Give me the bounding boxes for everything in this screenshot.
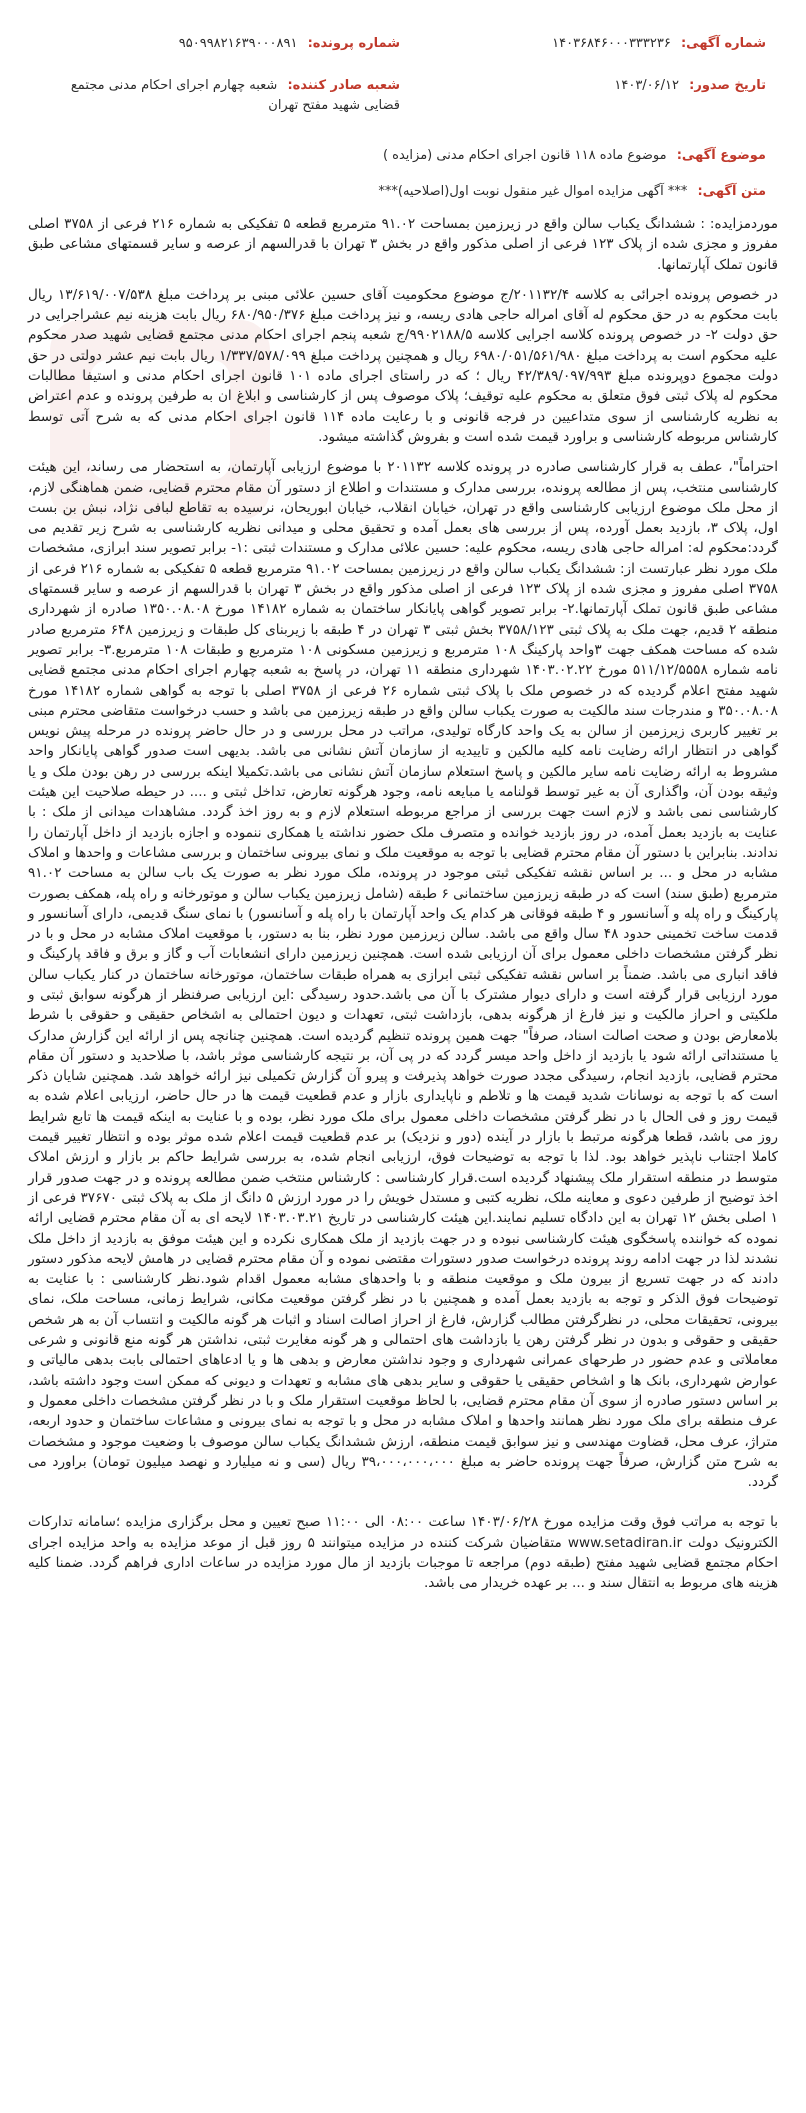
- issuer-label: شعبه صادر کننده:: [287, 78, 400, 93]
- issue-date-label: تاریخ صدور:: [689, 78, 766, 93]
- body-paragraph-auction-details: با توجه به مراتب فوق وقت مزایده مورخ ۱۴۰۳/۰۶/۲۸ ساعت ۰۸:۰۰ الی ۱۱:۰۰ صبح تعیین و محل برگزاری مزایده ؛سامانه تدارکات الکترونیک دولت www.setadiran.ir متقاضیان شرکت کننده در مزایده میتوانند ۵ روز قبل از موعد مزایده به واحد مزایده اجرای احکام مجتمع قضایی شهید مفتح (طبقه دوم) مراجعه تا موجبات بازدید از مال مورد مزایده در ساعات اداری فراهم گردد. ضمنا کلیه هزینه های مربوط به انتقال سند و ... بر عهده خریدار می باشد.: [28, 1514, 779, 1592]
- issue-date-value: ۱۴۰۳/۰۶/۱۲: [614, 78, 679, 93]
- body-paragraph-case: در خصوص پرونده اجرائی به کلاسه ۲۰۱۱۳۲/۴/ج موضوع محکومیت آقای حسین علائی مبنی بر پرداخت مبلغ ۱۳/۶۱۹/۰۰۷/۵۳۸ ریال بابت محکوم به در حق محکوم له آقای امراله حاجی هادی ریسه، و نیز پرداخت مبلغ ۶۸۰/۹۵۰/۳۷۶ ریال بابت هزینه نیم عشراجرایی در حق دولت ۲- در خصوص پرونده کلاسه اجرایی کلاسه ۹۹۰۲۱۸۸/۵/ج شعبه پنجم اجرای احکام مدنی مجتمع قضایی شهید صدر محکوم علیه محکوم است به پرداخت مبلغ ۶۹۸۰/۰۵۱/۵۶۱/۹۸۰ ریال و همچنین پرداخت مبلغ ۱/۳۳۷/۵۷۸/۰۹۹ ریال بابت نیم عشر دولتی در حق دولت مجموع دوپرونده مبلغ ۴۲/۳۸۹/۰۹۷/۹۹۳ ریال ؛ که در راستای اجرای ماده ۱۰۱ قانون اجرای احکام مدنی و استیفا مطالبات محکوم له پلاک ثبتی فوق متعلق به محکوم علیه توقیف؛ پلاک موصوف پس از کارشناسی و ابلاغ ان به طرفین پرونده و عدم اعتراض به نظریه کارشناسی از سوی متداعیین در فرجه قانونی و با رعایت ماده ۱۱۴ قانون اجرای احکام مدنی که به شرح آتی توسط کارشناس مربوطه کارشناسی و براورد قیمت شده است و بفروش گذاشته میشود.: [28, 286, 779, 445]
- case-number-label: شماره پرونده:: [307, 36, 400, 51]
- text-title-label: متن آگهی:: [697, 184, 766, 199]
- body-paragraph-subject: موردمزایده: : ششدانگ یکباب سالن واقع در زیرزمین بمساحت ۹۱.۰۲ مترمربع قطعه ۵ تفکیکی به شماره ۲۱۶ فرعی از ۳۷۵۸ اصلی مفروز و مجزی شده از پلاک ۱۲۳ فرعی از اصلی مذکور واقع در بخش ۳ تهران با قدرالسهم از عرصه و سایر قسمتهای مشاعی طبق قانون تملک آپارتمانها.: [28, 216, 778, 273]
- ad-number-label: شماره آگهی:: [680, 36, 766, 51]
- ad-body: [28, 214, 778, 1604]
- subject-value: موضوع ماده ۱۱۸ قانون اجرای احکام مدنی (مزایده ): [382, 148, 667, 163]
- header-row-date-issuer: [40, 76, 766, 118]
- text-title-value: *** آگهی مزایده اموال غیر منقول نوبت اول(اصلاحیه)***: [378, 184, 688, 199]
- issuer-value: شعبه چهارم اجرای احکام مدنی مجتمع قضایی شهید مفتح تهران: [70, 78, 400, 113]
- ad-text-title: [40, 182, 766, 202]
- case-number-value: ۹۵۰۹۹۸۲۱۶۳۹۰۰۰۸۹۱: [178, 36, 298, 51]
- case-number: [40, 34, 400, 54]
- header-row-numbers: [40, 34, 766, 56]
- ad-number: [406, 34, 766, 54]
- subject-label: موضوع آگهی:: [676, 148, 766, 163]
- issue-date: [406, 76, 766, 96]
- body-paragraph-expert-report: احتراماً"، عطف به قرار کارشناسی صادره در پرونده کلاسه ۲۰۱۱۳۲ با موضوع ارزیابی آپارتمان، به استحضار می رساند، این هیئت کارشناسی منتخب، پس از مطالعه پرونده، بررسی مدارک و مستندات و اطلاع از دستور آن مقام محترم قضایی، ضمن هماهنگی لازم، از محل ملک موضوع ارزیابی کارشناسی واقع در تهران، خیابان انقلاب، خیابان ابوریحان، نرسیده به تقاطع لبافی نژاد، نبش بن بست اول، پلاک ۳، بازدید بعمل آورده، پس از بررسی های بعمل آمده و تحقیق محلی و میدانی نظریه کارشناسی به شرح زیر تقدیم می گردد:محکوم له: امراله حاجی هادی ریسه، محکوم علیه: حسین علائی مدارک و مستندات ثبتی :۱- برابر تصویر سند ابرازی، مشخصات ملک مورد نظر عبارتست از: ششدانگ یکباب سالن واقع در زیرزمین بمساحت ۹۱.۰۲ مترمربع قطعه ۵ تفکیکی به شماره ۲۱۶ فرعی از ۳۷۵۸ اصلی مفروز و مجزی شده از پلاک ۱۲۳ فرعی از اصلی مذکور واقع در بخش ۳ تهران با قدرالسهم از عرصه و سایر قسمتهای مشاعی طبق قانون تملک آپارتمانها.۲- برابر تصویر گواهی پایانکار ساختمان به شماره ۱۴۱۸۲ مورخ ۱۳۵۰.۰۸.۰۸ صادره از شهرداری منطقه ۲ قدیم، جهت ملک به پلاک ثبتی ۳۷۵۸/۱۲۳ بخش ثبتی ۳ تهران در ۴ طبقه با زیربنای کل طبقات و زیرزمین ۶۴۸ مترمربع صادر شده که مساحت همکف جهت ۳واحد پارکینگ ۱۰۸ مترمربع و زیرزمین مسکونی ۱۰۸ مترمربع و طبقات ۱۰۸ مترمربع.۳- برابر تصویر نامه شماره ۵۱۱/۱۲/۵۵۵۸ مورخ ۱۴۰۳.۰۲.۲۲ شهرداری منطقه ۱۱ تهران، در پاسخ به شعبه چهارم اجرای احکام مدنی مجتمع قضایی شهید مفتح اعلام گردیده که در خصوص ملک با پلاک ثبتی شماره ۲۶ فرعی از ۳۷۵۸ اصلی با توجه به گواهی شماره ۱۴۱۸۲ مورخ ۳۵۰.۰۸.۰۸ و مندرجات سند مالکیت به صورت یکباب سالن واقع در طبقه زیرزمین می باشد و حسب درخواست متقاضی محترم مبنی بر تغییر کاربری زیرزمین از سالن به یک واحد کارگاه تولیدی، مراتب در محل بررسی و در حال حاضر پرونده در مرحله پیش نویس گواهی در انتظار ارائه رضایت نامه کلیه مالکین و تاییدیه از سازمان آتش نشانی می باشد. بدیهی است صدور گواهی پایانکار واحد مشروط به ارائه رضایت نامه سایر مالکین و پاسخ استعلام سازمان آتش نشانی می باشد.تکمیلا اینکه بررسی در رهن بودن ملک و یا وثیقه بودن آن، واگذاری آن به غیر توسط قولنامه یا مبایعه نامه، وجود هرگونه تعارض، تداخل ثبتی و .... در حیطه صلاحیت این هیئت کارشناسی نمی باشد و لازم است جهت بررسی از مراجع مربوطه استعلام لازم و به روز اخذ گردد. مشاهدات میدانی از ملک : با عنایت به بازدید بعمل آمده، در روز بازدید خوانده و متصرف ملک حضور نداشته یا همکاری ننموده و اجازه بازدید از داخل آپارتمان را ندادند. بنابراین با دستور آن مقام محترم قضایی با توجه به موقعیت ملک و نمای بیرونی ساختمان و بررسی مشاعات و واحدها و املاک مشابه در محل و ... بر اساس نقشه تفکیکی ثبتی موجود در پرونده، ملک مورد نظر به صورت یک باب سالن به مساحت ۹۱.۰۲ مترمربع (طبق سند) است که در طبقه زیرزمین ساختمانی ۶ طبقه (شامل زیرزمین یکباب سالن و موتورخانه و راه پله، همکف بصورت پارکینگ و راه پله و آسانسور و ۴ طبقه فوقانی هر کدام یک واحد آپارتمان با راه پله و آسانسور) با نمای سنگ قدیمی، دارای آسانسور و قدمت ساخت تخمینی حدود ۴۸ سال واقع می باشد. سالن زیرزمین مورد نظر، بنا به دستور، با موقعیت املاک مشابه در محل و با در نظر گرفتن مشخصات داخلی معمول برای آن ارزیابی شده است. همچنین زیرزمین دارای انشعابات آب و گاز و برق و فاقد پارکینگ و فاقد انباری می باشد. ضمناً بر اساس نقشه تفکیکی ثبتی ابرازی به همراه طبقات ساختمان، موتورخانه ساختمان در کنار یکباب سالن مورد ارزیابی قرار گرفته است و دارای دیوار مشترک با آن می باشد.حدود رسیدگی :این ارزیابی صرفنظر از هرگونه سوابق ثبتی و ملکیتی و احراز مالکیت و نیز فارغ از هرگونه بدهی، بازداشت ثبتی، تعهدات و دیون احتمالی به اشخاص حقیقی و حقوقی با شرط بلامعارض بودن و صحت اصالت اسناد، صرفاً" جهت همین پرونده تنظیم گردیده است. همچنین چنانچه پس از ارائه این گزارش مدارک یا مستنداتی ارائه شود یا بازدید از داخل واحد میسر گردد که در پی آن، بر نتیجه کارشناسی موثر باشد، با صلاحدید و دستور آن مقام محترم قضایی، بازدید انجام، رسیدگی مجدد صورت خواهد پذیرفت و پیرو آن گزارش تکمیلی نیز ارائه خواهد شد. همچنین شایان ذکر است که با توجه به نوسانات شدید قیمت ها و تلاطم و ناپایداری بازار و عدم قطعیت قیمت ها در حال حاضر، ارزیابی اعلام شده به قیمت روز و فی الحال با در نظر گرفتن مشخصات داخلی معمول برای ملک مورد نظر، بوده و با عنایت به اینکه قیمت ها تابع شرایط روز می باشد، قطعا هرگونه مرتبط با بازار در آینده (دور و نزدیک) بر عدم قطعیت قیمت اعلام شده موثر بوده و انتظار تغییر قیمت کاملا اجتناب ناپذیر خواهد بود. لذا با توجه به توضیحات فوق، ارزیابی انجام شده، به بررسی شرایط حاکم بر بازار و ارزش املاک متوسط در منطقه استقرار ملک پیشنهاد گردیده است.قرار کارشناسی : کارشناس منتخب ضمن مطالعه پرونده و در جهت صدور قرار اخذ توضیح از طرفین دعوی و معاینه ملک، نظریه کتبی و مستدل خویش را در مورد ارزش ۵ دانگ از ملک به پلاک ثبتی ۳۷۶۷۰ فرعی از ۱ اصلی بخش ۱۲ تهران به این دادگاه تسلیم نمایند.این هیئت کارشناسی در تاریخ ۱۴۰۳.۰۳.۲۱ لایحه ای به آن مقام محترم قضایی ارائه نموده که خواننده پاسخگوی هیئت کارشناسی نبوده و در جهت بازدید از ملک همکاری نکرده و این هیئت موفق به بازدید از داخل ملک نشدند لذا در جهت ادامه روند پرونده درخواست صدور دستورات مقتضی نموده و آن مقام محترم قضایی در هامش لایحه مذکور دستور دادند که در جهت تسریع از بیرون ملک و موقعیت منطقه و با واحدهای مشابه معمول اقدام شود.نظر کارشناسی : با عنایت به توضیحات فوق الذکر و توجه به بازدید بعمل آمده و همچنین با در نظر گرفتن موقعیت مکانی، شرایط زمانی، مساحت ملک، نمای بیرونی، تحقیقات محلی، در نظرگرفتن مطالب گزارش، فارغ از احراز اصالت اسناد و اثبات هر گونه مالکیت و انتساب آن به هر شخص حقیقی و حقوقی و بدون در نظر گرفتن رهن یا بازداشت های احتمالی و هر گونه مغایرت ثبتی، نداشتن هر گونه منع قانونی و شرعی معاملاتی و عدم حضور در طرحهای عمرانی شهرداری و وجود نداشتن معارض و بدهی ها و یا ادعاهای احتمالی بابت بدهی مالیاتی و عوارض شهرداری، بانک ها و اشخاص حقیقی یا حقوقی و سایر بدهی های مشابه و تعهدات و دیونی که ممکن است وجود داشته باشد، بر اساس دستور صادره از سوی آن مقام محترم قضایی، با لحاظ موقعیت استقرار ملک و با در نظر گرفتن مشخصات داخلی معمول و عرف منطقه برای ملک مورد نظر همانند واحدها و املاک مشابه در محل و با توجه به نمای بیرونی و مشاعات ساختمان و حدود اربعه، متراژ، عرف محل، قضاوت مهندسی و نیز سوابق قیمت منطقه، ارزش ششدانگ یکباب سالن موصوف با وضعیت موجود و مشخصات به شرح متن گزارش، صرفاً جهت پرونده حاضر به مبلغ ۳۹،۰۰۰،۰۰۰،۰۰۰ ریال (سی و نه میلیارد و نهصد میلیون تومان) براورد می گردد.: [28, 459, 779, 1491]
- ad-subject: [40, 146, 766, 166]
- issuer: [40, 76, 400, 116]
- ad-number-value: ۱۴۰۳۶۸۴۶۰۰۰۳۳۳۲۳۶: [552, 36, 671, 51]
